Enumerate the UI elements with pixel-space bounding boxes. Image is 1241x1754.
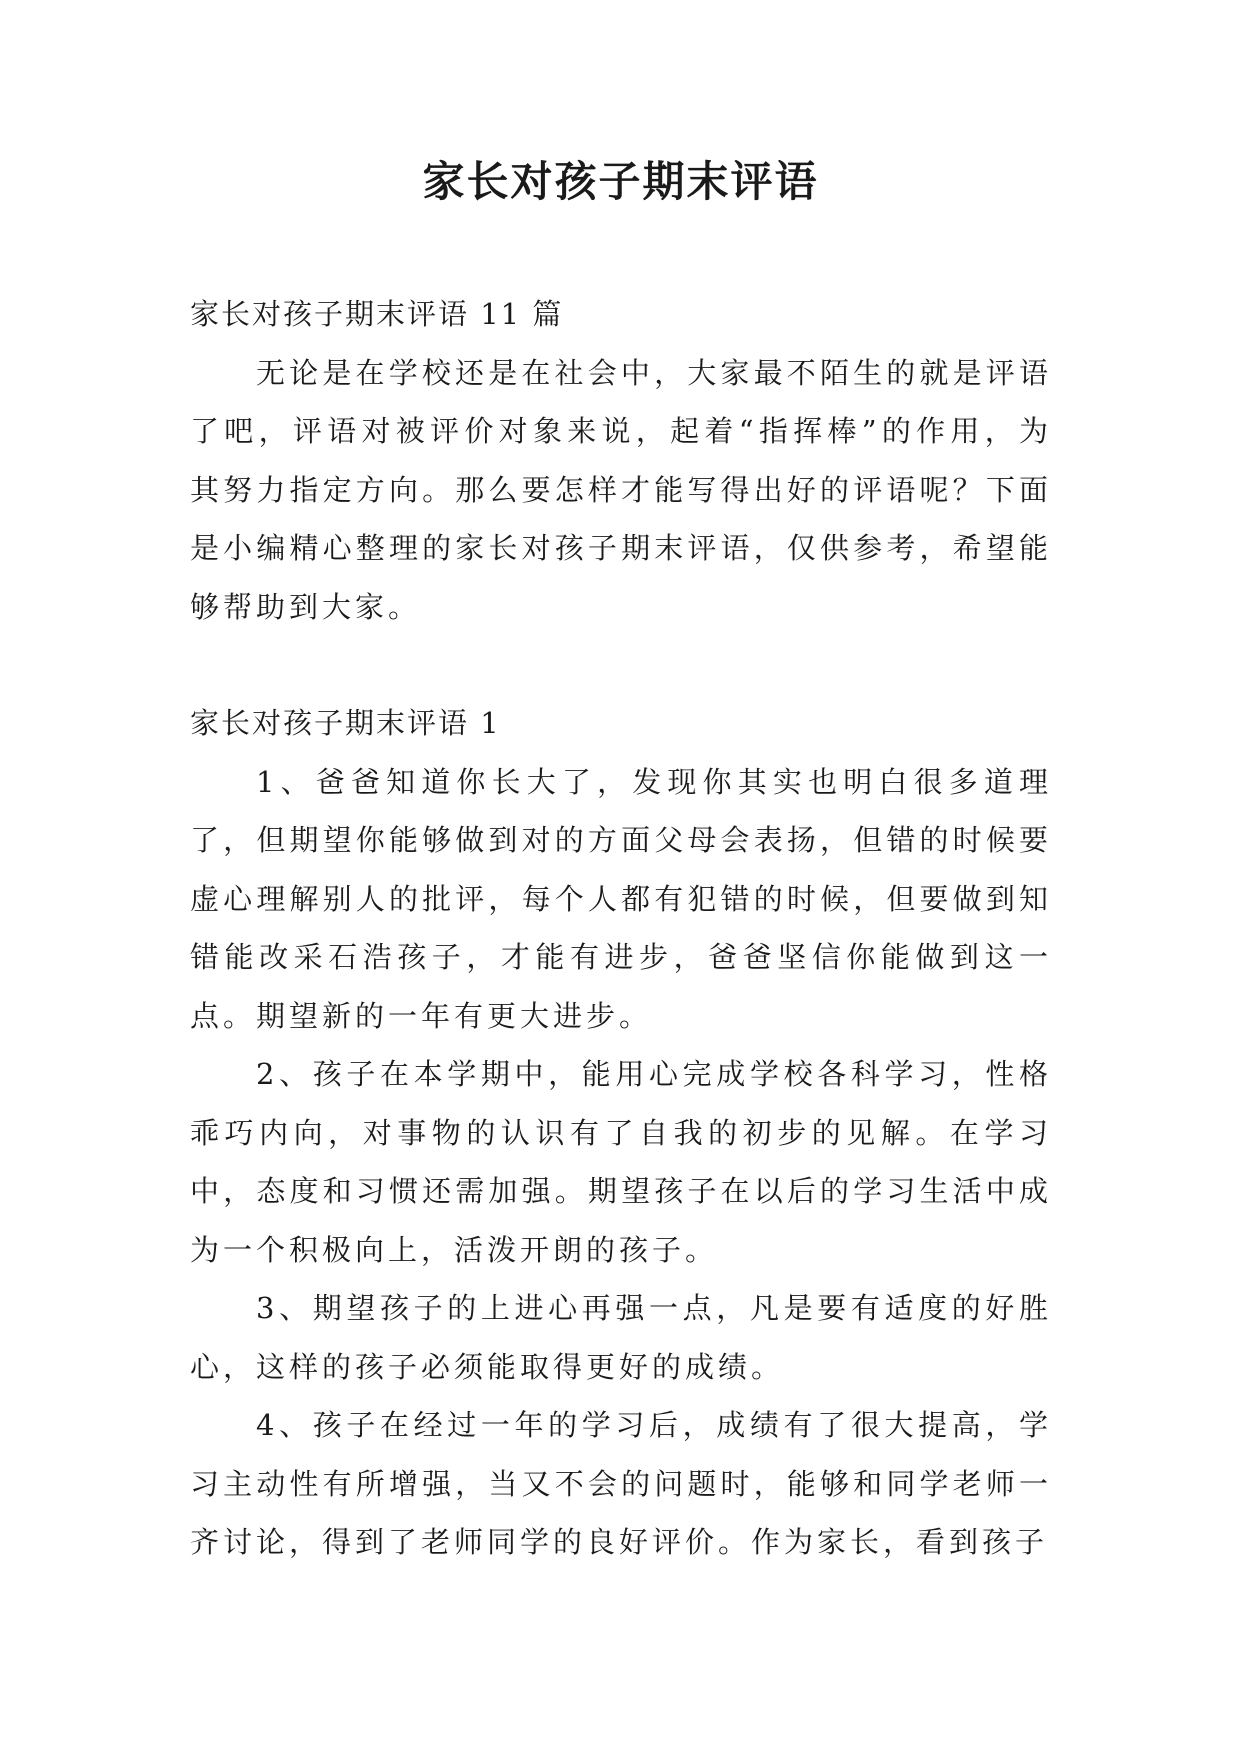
section-heading: 家长对孩子期末评语 1 bbox=[190, 706, 501, 740]
comment-item-3: 3、期望孩子的上进心再强一点，凡是要有适度的好胜心，这样的孩子必须能取得更好的成绩。 bbox=[190, 1291, 1052, 1384]
paragraph-spacer bbox=[190, 636, 1052, 694]
comment-item-2: 2、孩子在本学期中，能用心完成学校各科学习，性格乖巧内向，对事物的认识有了自我的初步的见解。在学习中，态度和习惯还需加强。期望孩子在以后的学习生活中成为一个积极向上，活泼开朗的孩子。 bbox=[190, 1057, 1052, 1267]
document-title: 家长对孩子期末评语 bbox=[422, 157, 819, 206]
document-body bbox=[190, 285, 1052, 1572]
comment-item-1: 1、爸爸知道你长大了，发现你其实也明白很多道理了，但期望你能够做到对的方面父母会表扬，但错的时候要虚心理解别人的批评，每个人都有犯错的时候，但要做到知错能改采石浩孩子，才能有进步，爸爸坚信你能做到这一点。期望新的一年有更大进步。 bbox=[190, 764, 1052, 1033]
comment-item-4: 4、孩子在经过一年的学习后，成绩有了很大提高，学习主动性有所增强，当又不会的问题时，能够和同学老师一齐讨论，得到了老师同学的良好评价。作为家长，看到孩子 bbox=[190, 1408, 1052, 1559]
document-subtitle: 家长对孩子期末评语 11 篇 bbox=[190, 297, 564, 331]
intro-paragraph: 无论是在学校还是在社会中，大家最不陌生的就是评语了吧，评语对被评价对象来说，起着“指挥棒”的作用，为其努力指定方向。那么要怎样才能写得出好的评语呢？下面是小编精心整理的家长对孩子期末评语，仅供参考，希望能够帮助到大家。 bbox=[190, 355, 1052, 624]
